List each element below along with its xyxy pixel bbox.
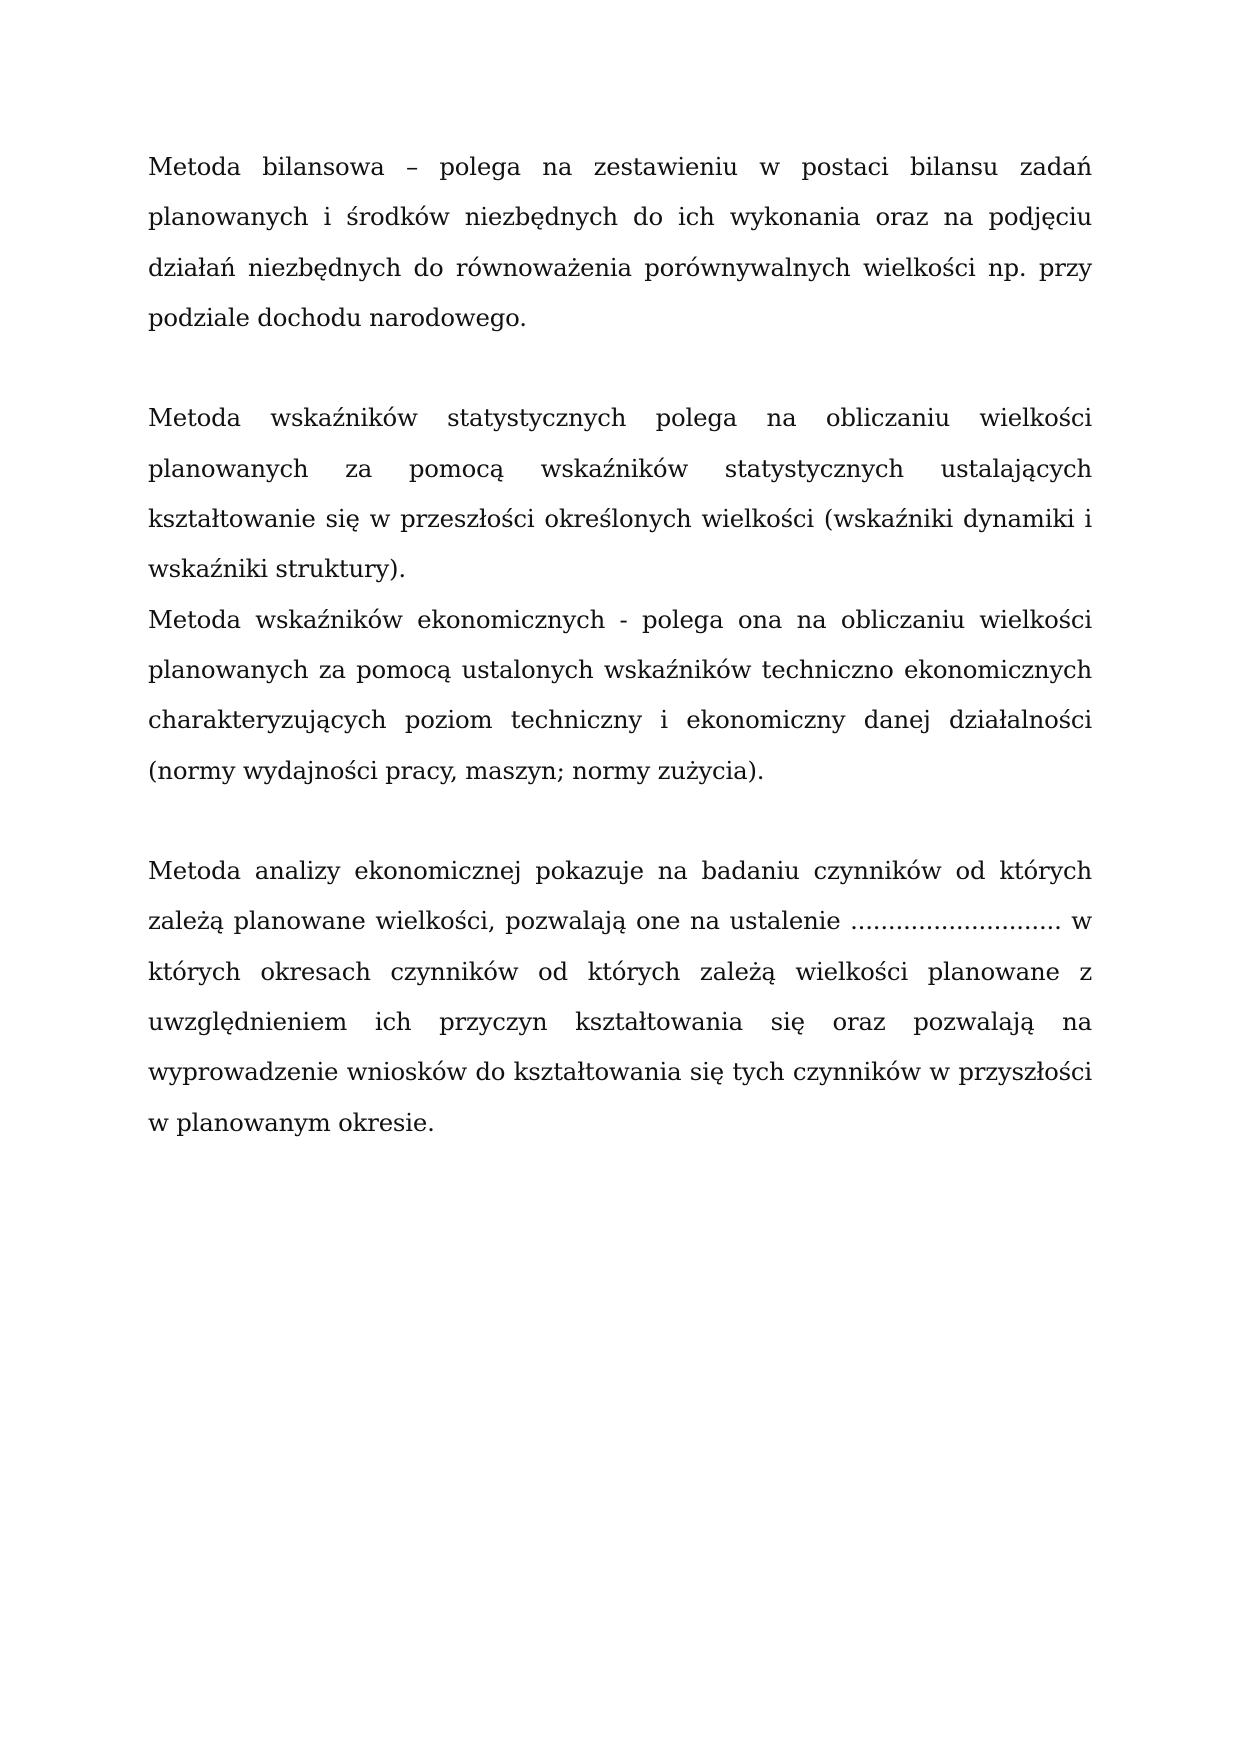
- paragraph-metoda-wskaznikow-ekonomicznych: Metoda wskaźników ekonomicznych - polega ona na obliczaniu wielkości planowanych za pomocą ustalonych wskaźników techniczno ekonomicznych charakteryzujących poziom techniczny i ekonomiczny danej działalności (normy wydajności pracy, maszyn; normy zużycia).: [148, 604, 1092, 785]
- paragraph-spacer: [148, 796, 1092, 846]
- paragraph-metoda-bilansowa: Metoda bilansowa – polega na zestawieniu w postaci bilansu zadań planowanych i środków niezbędnych do ich wykonania oraz na podjęciu działań niezbędnych do równoważenia porównywalnych wielkości np. przy podziale dochodu narodowego.: [148, 152, 1092, 332]
- paragraph-spacer: [148, 343, 1092, 393]
- document-page: [148, 142, 1092, 1148]
- paragraph-metoda-wskaznikow-statystycznych: Metoda wskaźników statystycznych polega na obliczaniu wielkości planowanych za pomocą wskaźników statystycznych ustalających kształtowanie się w przeszłości określonych wielkości (wskaźniki dynamiki i wskaźniki struktury).: [148, 403, 1092, 584]
- paragraph-metoda-analizy-ekonomicznej: Metoda analizy ekonomicznej pokazuje na badaniu czynników od których zależą planowane wielkości, pozwalają one na ustalenie ............................ w których okresach czynników od których zależą wielkości planowane z uwzględnieniem ich przyczyn kształtowania się oraz pozwalają na wyprowadzenie wniosków do kształtowania się tych czynników w przyszłości w planowanym okresie.: [148, 856, 1092, 1137]
